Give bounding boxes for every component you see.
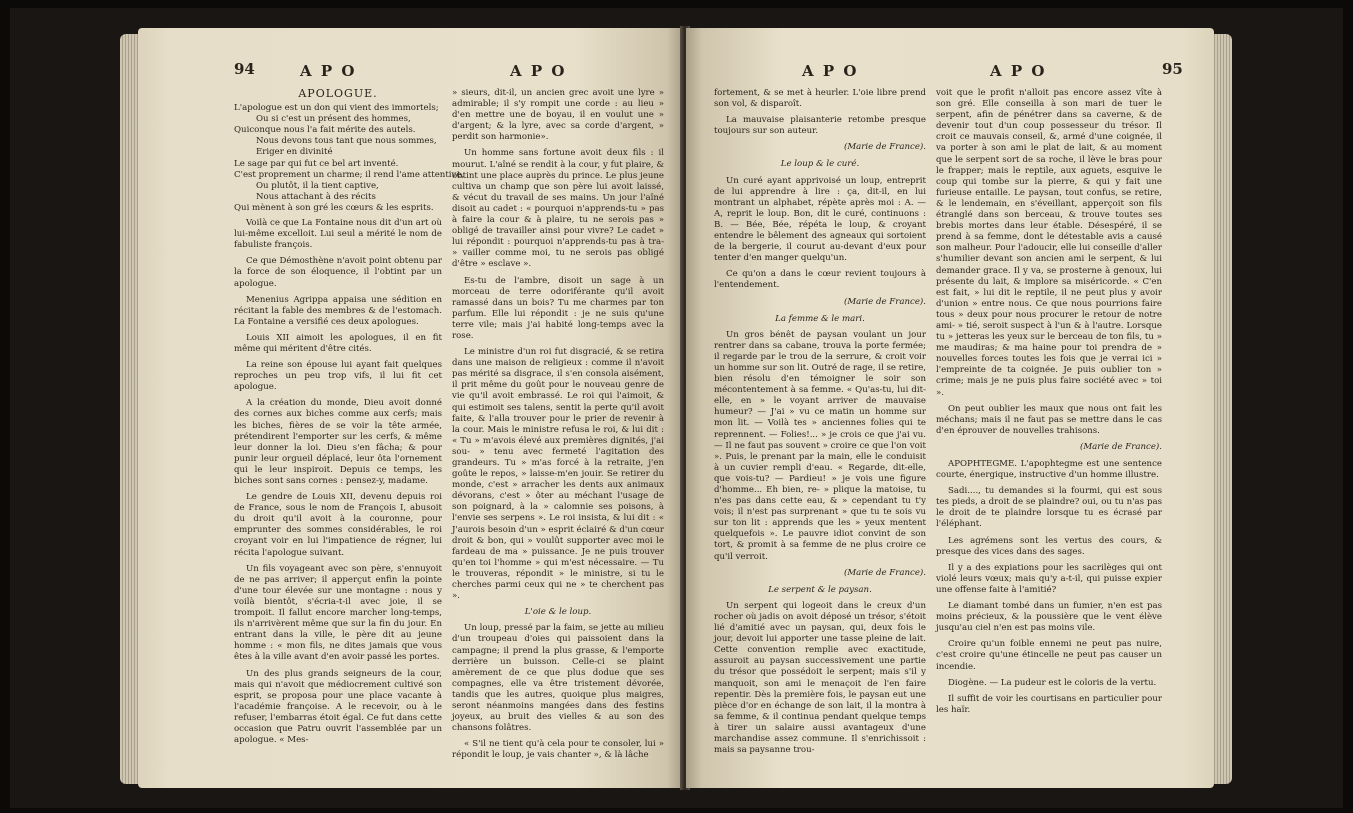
verse-line: L'apologue est un don qui vient des immortels;	[234, 103, 439, 114]
paragraph: Le gendre de Louis XII, devenu depuis roi de France, sous le nom de François I, abusoit du droit qu'il avoit à la couronne, pour emprunter des sommes considérables, le roi croyant voir en lui l'impatience de régner, lui récita l'apologue suivant.	[234, 492, 442, 558]
paragraph: Un loup, pressé par la faim, se jette au milieu d'un troupeau d'oies qui paissoient dans la campagne; il prend la plus grasse, & l'emporte derrière un buisson. Celle-ci se plaint amèrement de ce que plus dodue que ses compagnes, elle va être tristement dévorée, tandis que les autres, quoique plus maigres, seront néanmoins mangées dans des festins joyeux, au bruit des vielles & au son des chansons folâtres.	[452, 623, 664, 734]
paragraph: Louis XII aimoit les apologues, il en fit même qui méritent d'être cités.	[234, 332, 442, 354]
verse-line: Ou si c'est un présent des hommes,	[256, 114, 411, 125]
right-page	[686, 28, 1214, 788]
verse	[234, 103, 465, 214]
column-1	[714, 88, 926, 761]
paragraph: Ce que Démosthène n'avoit point obtenu par la force de son éloquence, il l'obtint par un apologue.	[234, 256, 442, 289]
story-title: La femme & le mari.	[775, 313, 865, 324]
column-2	[452, 88, 664, 766]
paragraph: voit que le profit n'alloit pas encore assez vîte à son gré. Elle conseilla à son mari de tuer le serpent, afin de pénétrer dans sa caverne, & de devenir tout d'un coup possesseur du trésor. Il croit ce mauvais conseil, &, armé d'une coignée, il va porter à son ami le plat de lait, & au moment que le serpent sort de sa roche, il lève le bras pour le frapper; mais le reptile, aux aguets, esquive le coup qui tombe sur la pierre, & qui y fait une furieuse entaille. Le paysan, tout confus, se retire, & le lendemain, en s'éveillant, apperçoit son fils étranglé dans son berceau, & trouve toutes ses brebis mortes dans leur étable. Désespéré, il se prend à sa femme, dont le détestable avis a causé son malheur. Pour l'adoucir, elle lui conseille d'aller s'humilier devant son ancien ami le serpent, & lui demander grace. Il y va, se prosterne à genoux, lui présente du lait, & implore sa miséricorde. « C'en est fait, » lui dit le reptile, il ne peut plus y avoir d'union » entre nous. Ce que nous pourrions faire tous » deux pour nous procurer le retour de notre ami- » tié, seroit suspect à l'un & à l'autre. Lorsque tu » jetteras les yeux sur le berceau de ton fils, tu » me maudiras; & ma haine pour toi prendra de » nouvelles forces toutes les fois que je verrai ici » l'empreinte de ta coignée. Je puis oublier ton » crime; mais je ne puis plus faire société avec » toi ».	[936, 88, 1162, 398]
running-head: A P O	[990, 62, 1047, 80]
paragraph: Un serpent qui logeoit dans le creux d'un rocher où jadis on avoit déposé un trésor, s'étoit lié d'amitié avec un paysan, qui, deux fois le jour, devoit lui apporter une tasse pleine de lait. Cette convention remplie avec exactitude, assuroit au paysan successivement une partie du trésor que possédoit le serpent; mais s'il y manquoit, son ami le menaçoit de l'en faire repentir. Dès la première fois, le paysan eut une pièce d'or en échange de son lait, il la montra à sa femme, & il continua pendant quelque temps à tirer un salaire aussi avantageux d'une marchandise assez commune. Il s'enrichissoit : mais sa paysanne trou-	[714, 600, 926, 756]
verse-line: Eriger en divinité	[256, 147, 333, 158]
paragraph: Ce qu'on a dans le cœur revient toujours à l'entendement.	[714, 269, 926, 291]
column-1	[234, 87, 465, 751]
paragraph: Un des plus grands seigneurs de la cour, mais qui n'avoit que médiocrement cultivé son esprit, se proposa pour une place vacante à l'académie françoise. A le recevoir, ou à le refuser, l'embarras étoit égal. Ce fut dans cette occasion que Patru ouvrit l'assemblée par un apologue. « Mes-	[234, 668, 442, 746]
paragraph: Voilà ce que La Fontaine nous dit d'un art où lui-même excelloit. Lui seul a mérité le nom de fabuliste françois.	[234, 218, 442, 251]
verse-line: Ou plutôt, il la tient captive,	[256, 180, 379, 191]
page-number: 94	[234, 60, 255, 78]
story-title: Le serpent & le paysan.	[768, 584, 872, 595]
paragraph: Menenius Agrippa appaisa une sédition en récitant la fable des membres & de l'estomach. La Fontaine a versifié ces deux apologues.	[234, 294, 442, 327]
running-head: A P O	[300, 62, 357, 80]
source-citation: (Marie de France).	[1080, 441, 1162, 452]
paragraph: La mauvaise plaisanterie retombe presque toujours sur son auteur.	[714, 115, 926, 137]
running-head: A P O	[802, 62, 859, 80]
paragraph: Sadi...., tu demandes si la fourmi, qui est sous tes pieds, a droit de se plaindre? oui, ou tu n'as pas le droit de te plaindre lorsque tu es écrasé par l'éléphant.	[936, 486, 1162, 530]
open-book	[10, 8, 1343, 808]
verse-line: Qui mènent à son gré les cœurs & les esprits.	[234, 202, 434, 213]
paragraph: Es-tu de l'ambre, disoit un sage à un morceau de terre odoriférante qu'il avoit ramassé dans un bois? Tu me charmes par ton parfum. Elle lui répondit : je ne suis qu'une terre vile; mais j'ai habité long-temps avec la rose.	[452, 275, 664, 341]
paragraph: Croire qu'un foible ennemi ne peut pas nuire, c'est croire qu'une étincelle ne peut pas causer un incendie.	[936, 639, 1162, 672]
paragraph: « S'il ne tient qu'à cela pour te consoler, lui » répondit le loup, je vais chanter », & là lâche	[452, 739, 664, 761]
paragraph: A la création du monde, Dieu avoit donné des cornes aux biches comme aux cerfs; mais les biches, fières de se voir la tête armée, prétendirent l'emporter sur les cerfs, & même leur donner la loi. Dieu s'en fâcha; & pour punir leur orgueil déplacé, leur ôta l'ornement qui le leur inspiroit. Depuis ce temps, les biches sont sans cornes : pensez-y, madame.	[234, 398, 442, 486]
paragraph: Un gros bénêt de paysan voulant un jour rentrer dans sa cabane, trouva la porte fermée; il regarde par le trou de la serrure, & croit voir un homme sur son lit. Outré de rage, il se retire, bien résolu d'en témoigner le soir son mécontentement à sa femme. « Qu'as-tu, lui dit-elle, en » le voyant arriver de mauvaise humeur? — J'ai » vu ce matin un homme sur mon lit. — Voilà tes » anciennes folies qui te reprennent. — Folies!... » je crois ce que j'ai vu. — Il ne faut pas souvent » croire ce que l'on voit ». Puis, le prenant par la main, elle le conduisit à un cuvier rempli d'eau. « Regarde, dit-elle, que vois-tu? — Pardieu! » je vois une figure d'homme... Eh bien, re- » plique la matoise, tu n'es pas dans cette eau, & » cependant tu t'y vois; il n'est pas surprenant » que tu te sois vu sur ton lit : apprends que les » yeux mentent quelquefois ». Le pauvre idiot convint de son tort, & promit à sa femme de ne plus croire ce qu'il verroit.	[714, 329, 927, 562]
paragraph: Un fils voyageant avec son père, s'ennuyoit de ne pas arriver; il apperçut enfin la pointe d'une tour élevée sur une montagne : nous y voilà bientôt, s'écria-t-il avec joie, il se trompoit. Il fallut encore marcher long-temps, ils n'arrivèrent même que sur la fin du jour. En entrant dans la ville, le père dit au jeune homme : « mon fils, ne dites jamais que vous êtes à la ville avant d'en avoir passé les portes.	[234, 563, 442, 663]
paragraph: APOPHTEGME. L'apophtegme est une sentence courte, énergique, instructive d'un homme illustre.	[936, 459, 1162, 481]
column-2	[936, 88, 1162, 721]
paragraph: Diogène. — La pudeur est le coloris de la vertu.	[948, 677, 1157, 688]
story-title: L'oie & le loup.	[524, 607, 592, 618]
verse-line: Quiconque nous l'a fait mérite des autels.	[234, 125, 416, 136]
paragraph: Les agrémens sont les vertus des cours, & presque des vices dans des sages.	[936, 535, 1162, 557]
verse-line: Le sage par qui fut ce bel art inventé.	[234, 158, 399, 169]
story-title: Le loup & le curé.	[780, 159, 860, 170]
source-citation: (Marie de France).	[844, 296, 926, 307]
paragraph: » sieurs, dit-il, un ancien grec avoit une lyre » admirable; il s'y rompit une corde : au lieu » d'en mettre une de boyau, il en voulut une » d'argent; & la lyre, avec sa corde d'argent, » perdit son harmonie».	[452, 88, 664, 143]
page-edges-right	[1212, 34, 1232, 784]
paragraph: On peut oublier les maux que nous ont fait les méchans; mais il ne faut pas se mettre dans le cas d'en éprouver de nouvelles trahisons.	[936, 403, 1162, 436]
paragraph: Le ministre d'un roi fut disgracié, & se retira dans une maison de religieux : comme il n'avoit pas mérité sa disgrace, il s'en consola aisément, il prit même du goût pour le nouveau genre de vie qu'il avoit embrassé. Le roi qui l'aimoit, & qui estimoit ses talens, sentit la perte qu'il avoit faite, & l'alla trouver pour le prier de revenir à la cour. Mais le ministre refusa le roi, & lui dit : « Tu » m'avois élevé aux premières dignités, j'ai sou- » tenu avec fermeté l'agitation des grandeurs. Tu » m'as forcé à la retraite, j'en goûte le repos, » laisse-m'en jouir. Se retirer du monde, c'est » arracher les dents aux animaux dévorans, c'est » ôter au méchant l'usage de son poignard, à la » calomnie ses poisons, à l'envie ses serpens ». Le roi insista, & lui dit : « J'aurois besoin d'un » esprit éclairé & d'un cœur droit & bon, qui » voulût supporter avec moi le fardeau de ma » puissance. Je ne puis trouver qu'en toi l'homme » qui m'est nécessaire. — Tu le trouveras, répondit » le ministre, si tu le cherches parmi ceux qui ne » te cherchent pas ».	[452, 347, 664, 602]
paragraph: Un curé ayant apprivoisé un loup, entreprit de lui apprendre à lire : ça, dit-il, en lui montrant un alphabet, répète après moi : A. — A, reprit le loup. Bon, dit le curé, continuons : B. — Bée, Bée, répéta le loup, & croyant entendre le bêlement des agneaux qui sortoient de la bergerie, il courut au-devant d'eux pour tenter d'en manger quelqu'un.	[714, 175, 926, 264]
verse-line: Nous devons tous tant que nous sommes,	[256, 136, 437, 147]
running-head: A P O	[510, 62, 567, 80]
verse-line: Nous attachant à des récits	[256, 191, 376, 202]
page-number: 95	[1162, 60, 1183, 78]
verse-line: C'est proprement un charme; il rend l'ame attentive,	[234, 169, 465, 180]
paragraph: La reine son épouse lui ayant fait quelques reproches un peu trop vifs, il lui fit cet apologue.	[234, 360, 442, 393]
source-citation: (Marie de France).	[844, 142, 926, 153]
page-edges-left	[120, 34, 140, 784]
paragraph: Il y a des expiations pour les sacrilèges qui ont violé leurs vœux; mais qu'y a-t-il, qui puisse expier une offense faite à l'amitié?	[936, 562, 1162, 595]
paragraph: fortement, & se met à heurler. L'oie libre prend son vol, & disparoît.	[714, 88, 926, 110]
section-heading: APOLOGUE.	[298, 87, 378, 100]
paragraph: Il suffit de voir les courtisans en particulier pour les haïr.	[936, 693, 1162, 715]
left-page	[138, 28, 683, 788]
source-citation: (Marie de France).	[844, 567, 926, 578]
paragraph: Un homme sans fortune avoit deux fils : il mourut. L'aîné se rendit à la cour, y fut plaire, & obtint une place auprès du prince. Le plus jeune cultiva un champ que son père lui avoit laissé, & vécut du travail de ses mains. Un jour l'aîné disoit au cadet : « pourquoi n'apprends-tu » pas à faire la cour & à plaire, tu ne serois pas » obligé de travailler ainsi pour vivre? Le cadet » lui répondit : pourquoi n'apprends-tu pas à tra- » vailler comme moi, tu ne serois pas obligé d'être » esclave ».	[452, 148, 664, 270]
paragraph: Le diamant tombé dans un fumier, n'en est pas moins précieux, & la poussière que le vent élève jusqu'au ciel n'en est pas moins vile.	[936, 601, 1162, 634]
